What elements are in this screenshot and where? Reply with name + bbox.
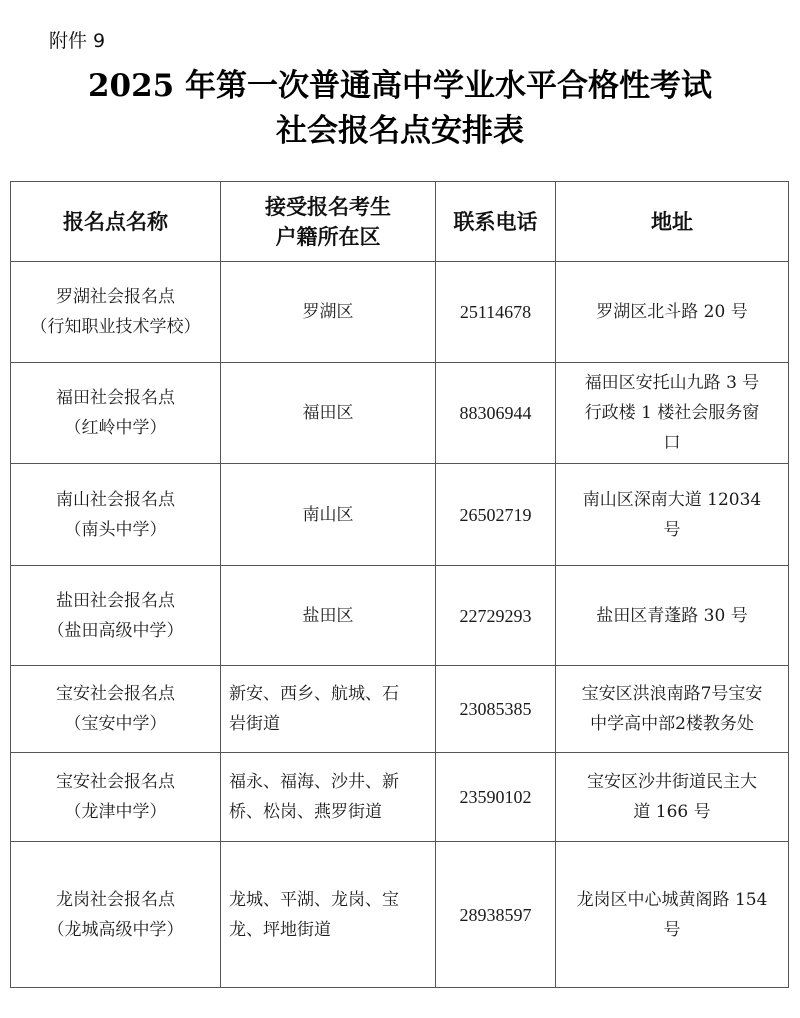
table-row [11, 363, 789, 464]
site-name-cell: 龙岗社会报名点 （龙城高级中学） [11, 842, 221, 988]
page-title: 2025 年第一次普通高中学业水平合格性考试 [87, 68, 713, 104]
district-cell: 新安、西乡、航城、石 岩街道 [221, 666, 436, 753]
address-cell: 龙岗区中心城黄阁路 154 号 [556, 842, 789, 988]
district-cell: 龙城、平湖、龙岗、宝 龙、坪地街道 [221, 842, 436, 988]
district-cell: 福永、福海、沙井、新 桥、松岗、燕罗街道 [221, 753, 436, 842]
district-cell: 罗湖区 [221, 262, 436, 363]
site-name-cell: 盐田社会报名点 （盐田高级中学） [11, 566, 221, 666]
table-row [11, 566, 789, 666]
header-district: 接受报名考生 户籍所在区 [221, 182, 436, 262]
phone-cell: 22729293 [436, 566, 556, 666]
phone-cell: 28938597 [436, 842, 556, 988]
district-cell: 福田区 [221, 363, 436, 464]
registration-sites-table [10, 181, 789, 988]
address-cell: 罗湖区北斗路 20 号 [556, 262, 789, 363]
table-row [11, 666, 789, 753]
site-name-cell: 宝安社会报名点 （宝安中学） [11, 666, 221, 753]
table-row [11, 753, 789, 842]
address-cell: 宝安区沙井街道民主大 道 166 号 [556, 753, 789, 842]
attachment-label: 附件 9 [49, 30, 106, 52]
table-header-row [11, 182, 789, 262]
header-address: 地址 [556, 182, 789, 262]
header-site-name: 报名点名称 [11, 182, 221, 262]
phone-cell: 26502719 [436, 464, 556, 566]
site-name-cell: 罗湖社会报名点 （行知职业技术学校） [11, 262, 221, 363]
address-cell: 盐田区青蓬路 30 号 [556, 566, 789, 666]
address-cell: 南山区深南大道 12034 号 [556, 464, 789, 566]
address-cell: 福田区安托山九路 3 号 行政楼 1 楼社会服务窗 口 [556, 363, 789, 464]
phone-cell: 25114678 [436, 262, 556, 363]
table-row [11, 262, 789, 363]
phone-cell: 23590102 [436, 753, 556, 842]
table-row [11, 842, 789, 988]
district-cell: 南山区 [221, 464, 436, 566]
site-name-cell: 宝安社会报名点 （龙津中学） [11, 753, 221, 842]
phone-cell: 23085385 [436, 666, 556, 753]
phone-cell: 88306944 [436, 363, 556, 464]
site-name-cell: 南山社会报名点 （南头中学） [11, 464, 221, 566]
page-subtitle: 社会报名点安排表 [276, 113, 524, 149]
site-name-cell: 福田社会报名点 （红岭中学） [11, 363, 221, 464]
header-phone: 联系电话 [436, 182, 556, 262]
district-cell: 盐田区 [221, 566, 436, 666]
table-row [11, 464, 789, 566]
address-cell: 宝安区洪浪南路7号宝安 中学高中部2楼教务处 [556, 666, 789, 753]
